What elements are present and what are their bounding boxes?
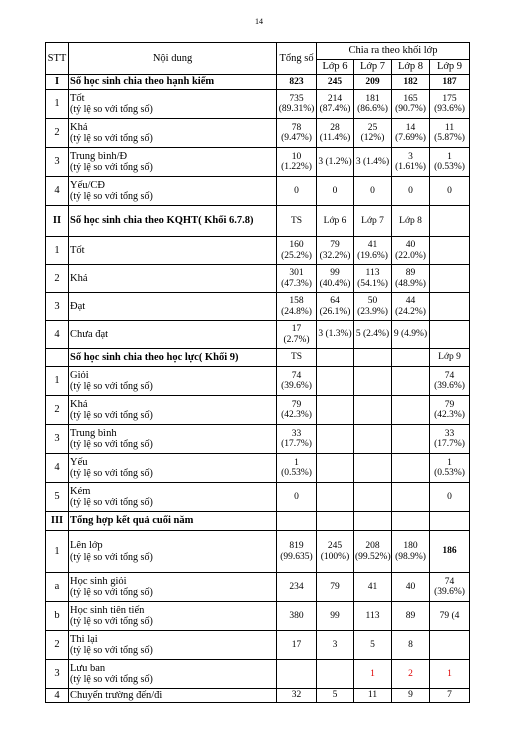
row-stt: 5 (46, 483, 69, 512)
cell-g6: 99 (317, 602, 354, 631)
cell-total: 79 (42.3%) (277, 396, 317, 425)
cell-g7: 3 (1.4%) (354, 148, 392, 177)
header-grade-group: Chia ra theo khối lớp (317, 43, 470, 60)
row-content (69, 321, 277, 349)
row-content (69, 660, 277, 689)
row-label: Tổng hợp kết quả cuối năm (70, 515, 194, 527)
cell-total: 0 (277, 177, 317, 206)
cell-g7: 41 (19.6%) (354, 237, 392, 265)
cell-g8: 9 (4.9%) (392, 321, 430, 349)
cell-g9: 1 (430, 660, 470, 689)
cell-g6 (317, 454, 354, 483)
cell-g8 (392, 454, 430, 483)
row-label: Giỏi (70, 369, 89, 381)
cell-g6 (317, 512, 354, 531)
header-grade-6: Lớp 6 (317, 60, 354, 75)
cell-g8: 2 (392, 660, 430, 689)
cell-g7: 113 (54.1%) (354, 265, 392, 293)
cell-g7 (354, 349, 392, 367)
header-grade-8: Lớp 8 (392, 60, 430, 75)
row-label: Chưa đạt (70, 328, 109, 340)
cell-g7 (354, 483, 392, 512)
table-row (46, 631, 470, 660)
cell-total: 78 (9.47%) (277, 119, 317, 148)
row-content (69, 483, 277, 512)
cell-g7: 209 (354, 75, 392, 90)
cell-total: TS (277, 206, 317, 237)
row-content (69, 119, 277, 148)
row-sublabel: (tỷ lệ so với tổng số) (70, 645, 153, 657)
page-number: 14 (255, 17, 263, 26)
table-row (46, 483, 470, 512)
cell-g8: 89 (392, 602, 430, 631)
cell-g9 (430, 321, 470, 349)
cell-total: 74 (39.6%) (277, 367, 317, 396)
cell-g7 (354, 512, 392, 531)
cell-g8: 8 (392, 631, 430, 660)
row-stt: 2 (46, 396, 69, 425)
row-stt: 3 (46, 148, 69, 177)
row-stt: 4 (46, 321, 69, 349)
row-stt: II (46, 206, 69, 237)
cell-g9 (430, 293, 470, 321)
row-stt (46, 349, 69, 367)
cell-total: 17 (2.7%) (277, 321, 317, 349)
cell-g7: 5 (354, 631, 392, 660)
cell-g6 (317, 660, 354, 689)
table-row (46, 396, 470, 425)
table-row (46, 119, 470, 148)
cell-g9 (430, 265, 470, 293)
section-row (46, 206, 470, 237)
row-sublabel: (tỷ lệ so với tổng số) (70, 674, 153, 686)
cell-g7 (354, 367, 392, 396)
row-sublabel: (tỷ lệ so với tổng số) (70, 410, 153, 422)
cell-g7: 50 (23.9%) (354, 293, 392, 321)
cell-total: 17 (277, 631, 317, 660)
cell-g9: 187 (430, 75, 470, 90)
table-row (46, 367, 470, 396)
row-sublabel: (tỷ lệ so với tổng số) (70, 162, 153, 174)
cell-g8: Lớp 8 (392, 206, 430, 237)
row-stt: 2 (46, 631, 69, 660)
cell-g6: 0 (317, 177, 354, 206)
section-row (46, 75, 470, 90)
row-stt: 3 (46, 293, 69, 321)
row-stt: 4 (46, 454, 69, 483)
row-content (69, 631, 277, 660)
cell-total: 32 (277, 689, 317, 703)
cell-g7: 25 (12%) (354, 119, 392, 148)
cell-g9 (430, 512, 470, 531)
row-label: Số học sinh chia theo hạnh kiểm (70, 76, 215, 88)
cell-g6: 214 (87.4%) (317, 90, 354, 119)
row-stt: 1 (46, 367, 69, 396)
cell-g9 (430, 237, 470, 265)
row-sublabel: (tỷ lệ so với tổng số) (70, 104, 153, 116)
cell-g8 (392, 349, 430, 367)
table-row (46, 573, 470, 602)
row-label: Trung bình (70, 427, 117, 439)
cell-g8: 89 (48.9%) (392, 265, 430, 293)
row-content (69, 265, 277, 293)
cell-g6: 3 (1.2%) (317, 148, 354, 177)
cell-total: 160 (25.2%) (277, 237, 317, 265)
row-content (69, 75, 277, 90)
cell-g6: 28 (11.4%) (317, 119, 354, 148)
cell-g6 (317, 349, 354, 367)
cell-total (277, 660, 317, 689)
cell-g6: 79 (32.2%) (317, 237, 354, 265)
table-row (46, 321, 470, 349)
row-sublabel: (tỷ lệ so với tổng số) (70, 497, 153, 509)
row-label: Thi lại (70, 633, 98, 645)
row-stt: 1 (46, 531, 69, 573)
cell-total: 380 (277, 602, 317, 631)
row-label: Lên lớp (70, 540, 103, 552)
cell-g8: 44 (24.2%) (392, 293, 430, 321)
cell-g8: 40 (392, 573, 430, 602)
cell-g6: 3 (1.3%) (317, 321, 354, 349)
row-stt: 1 (46, 237, 69, 265)
row-label: Yếu/CĐ (70, 179, 105, 191)
row-label: Khá (70, 398, 88, 410)
row-content (69, 425, 277, 454)
row-label: Khá (70, 272, 88, 284)
table-row (46, 602, 470, 631)
cell-g7: 1 (354, 660, 392, 689)
cell-g8: 165 (90.7%) (392, 90, 430, 119)
row-label: Số học sinh chia theo học lực( Khối 9) (70, 351, 239, 363)
row-stt: a (46, 573, 69, 602)
cell-g6: 3 (317, 631, 354, 660)
cell-g6: 245 (317, 75, 354, 90)
cell-total: 158 (24.8%) (277, 293, 317, 321)
table-row (46, 90, 470, 119)
table-row (46, 531, 470, 573)
row-stt: 4 (46, 689, 69, 703)
cell-total: 0 (277, 483, 317, 512)
cell-total: 33 (17.7%) (277, 425, 317, 454)
cell-g6 (317, 425, 354, 454)
row-label: Học sinh giỏi (70, 575, 127, 587)
cell-g7: 11 (354, 689, 392, 703)
cell-g8 (392, 425, 430, 454)
row-content (69, 573, 277, 602)
cell-g7: 0 (354, 177, 392, 206)
cell-g9: Lớp 9 (430, 349, 470, 367)
row-content (69, 206, 277, 237)
cell-g6: 245 (100%) (317, 531, 354, 573)
row-label: Kém (70, 485, 91, 497)
cell-g7: 41 (354, 573, 392, 602)
cell-g8 (392, 512, 430, 531)
cell-g9: 0 (430, 177, 470, 206)
cell-g9: 7 (430, 689, 470, 703)
table-row (46, 265, 470, 293)
row-sublabel: (tỷ lệ so với tổng số) (70, 551, 153, 563)
table-row (46, 293, 470, 321)
section-row (46, 349, 470, 367)
row-label: Trung bình/Đ (70, 150, 128, 162)
cell-g9: 11 (5.87%) (430, 119, 470, 148)
table-row (46, 425, 470, 454)
row-stt: 3 (46, 425, 69, 454)
cell-g8: 9 (392, 689, 430, 703)
row-stt: 2 (46, 265, 69, 293)
cell-g6: 99 (40.4%) (317, 265, 354, 293)
row-content (69, 293, 277, 321)
table-row (46, 660, 470, 689)
row-label: Lưu ban (70, 662, 106, 674)
header-total: Tổng số (277, 43, 317, 75)
header-grade-7: Lớp 7 (354, 60, 392, 75)
cell-total (277, 512, 317, 531)
cell-g6: Lớp 6 (317, 206, 354, 237)
row-content (69, 689, 277, 703)
row-sublabel: (tỷ lệ so với tổng số) (70, 133, 153, 145)
cell-g9: 1 (0.53%) (430, 148, 470, 177)
row-stt: 2 (46, 119, 69, 148)
table-row (46, 237, 470, 265)
row-content (69, 367, 277, 396)
cell-g9: 0 (430, 483, 470, 512)
cell-g7: Lớp 7 (354, 206, 392, 237)
row-content (69, 177, 277, 206)
section-row (46, 512, 470, 531)
row-content (69, 148, 277, 177)
cell-g9: 79 (42.3%) (430, 396, 470, 425)
row-stt: 4 (46, 177, 69, 206)
row-content (69, 237, 277, 265)
cell-g8: 182 (392, 75, 430, 90)
row-label: Chuyển trường đến/đi (70, 689, 163, 701)
cell-g6: 79 (317, 573, 354, 602)
row-content (69, 512, 277, 531)
row-sublabel: (tỷ lệ so với tổng số) (70, 616, 153, 628)
cell-g8: 180 (98.9%) (392, 531, 430, 573)
cell-g9: 79 (4 (430, 602, 470, 631)
cell-g8: 40 (22.0%) (392, 237, 430, 265)
row-label: Tốt (70, 92, 85, 104)
cell-g7: 5 (2.4%) (354, 321, 392, 349)
cell-g6 (317, 483, 354, 512)
cell-g9: 74 (39.6%) (430, 367, 470, 396)
row-label: Tốt (70, 244, 85, 256)
cell-g6 (317, 396, 354, 425)
row-label: Khá (70, 121, 88, 133)
row-stt: b (46, 602, 69, 631)
row-sublabel: (tỷ lệ so với tổng số) (70, 381, 153, 393)
cell-g9: 186 (430, 531, 470, 573)
row-label: Số học sinh chia theo KQHT( Khối 6.7.8) (70, 215, 254, 227)
cell-g6: 5 (317, 689, 354, 703)
cell-g9: 175 (93.6%) (430, 90, 470, 119)
row-content (69, 454, 277, 483)
row-stt: 1 (46, 90, 69, 119)
row-stt: I (46, 75, 69, 90)
row-label: Yếu (70, 456, 88, 468)
table-row (46, 454, 470, 483)
row-content (69, 349, 277, 367)
cell-total: 823 (277, 75, 317, 90)
cell-g7 (354, 425, 392, 454)
row-label: Đạt (70, 300, 86, 312)
row-sublabel: (tỷ lệ so với tổng số) (70, 439, 153, 451)
row-content (69, 90, 277, 119)
cell-g9: 33 (17.7%) (430, 425, 470, 454)
cell-total: 1 (0.53%) (277, 454, 317, 483)
cell-g8: 3 (1.61%) (392, 148, 430, 177)
row-stt: III (46, 512, 69, 531)
cell-g8: 0 (392, 177, 430, 206)
cell-total: TS (277, 349, 317, 367)
table-row (46, 148, 470, 177)
cell-total: 10 (1.22%) (277, 148, 317, 177)
cell-g9 (430, 631, 470, 660)
row-sublabel: (tỷ lệ so với tổng số) (70, 191, 153, 203)
cell-g7 (354, 454, 392, 483)
cell-g9: 74 (39.6%) (430, 573, 470, 602)
row-stt: 3 (46, 660, 69, 689)
cell-g8: 14 (7.69%) (392, 119, 430, 148)
statistics-table (45, 42, 470, 703)
cell-g9: 1 (0.53%) (430, 454, 470, 483)
cell-g7 (354, 396, 392, 425)
header-stt: STT (46, 43, 69, 75)
cell-total: 735 (89.31%) (277, 90, 317, 119)
row-content (69, 531, 277, 573)
cell-total: 234 (277, 573, 317, 602)
cell-g7: 181 (86.6%) (354, 90, 392, 119)
row-content (69, 396, 277, 425)
row-sublabel: (tỷ lệ so với tổng số) (70, 468, 153, 480)
cell-total: 819 (99.635) (277, 531, 317, 573)
table-row (46, 177, 470, 206)
cell-g8 (392, 483, 430, 512)
cell-g7: 113 (354, 602, 392, 631)
row-sublabel: (tỷ lệ so với tổng số) (70, 587, 153, 599)
header-grade-9: Lớp 9 (430, 60, 470, 75)
cell-g8 (392, 396, 430, 425)
cell-g9 (430, 206, 470, 237)
row-label: Học sinh tiên tiến (70, 604, 145, 616)
cell-g7: 208 (99.52%) (354, 531, 392, 573)
cell-g8 (392, 367, 430, 396)
cell-g6 (317, 367, 354, 396)
row-content (69, 602, 277, 631)
header-content: Nội dung (69, 43, 277, 75)
cell-g6: 64 (26.1%) (317, 293, 354, 321)
table-row (46, 689, 470, 703)
cell-total: 301 (47.3%) (277, 265, 317, 293)
